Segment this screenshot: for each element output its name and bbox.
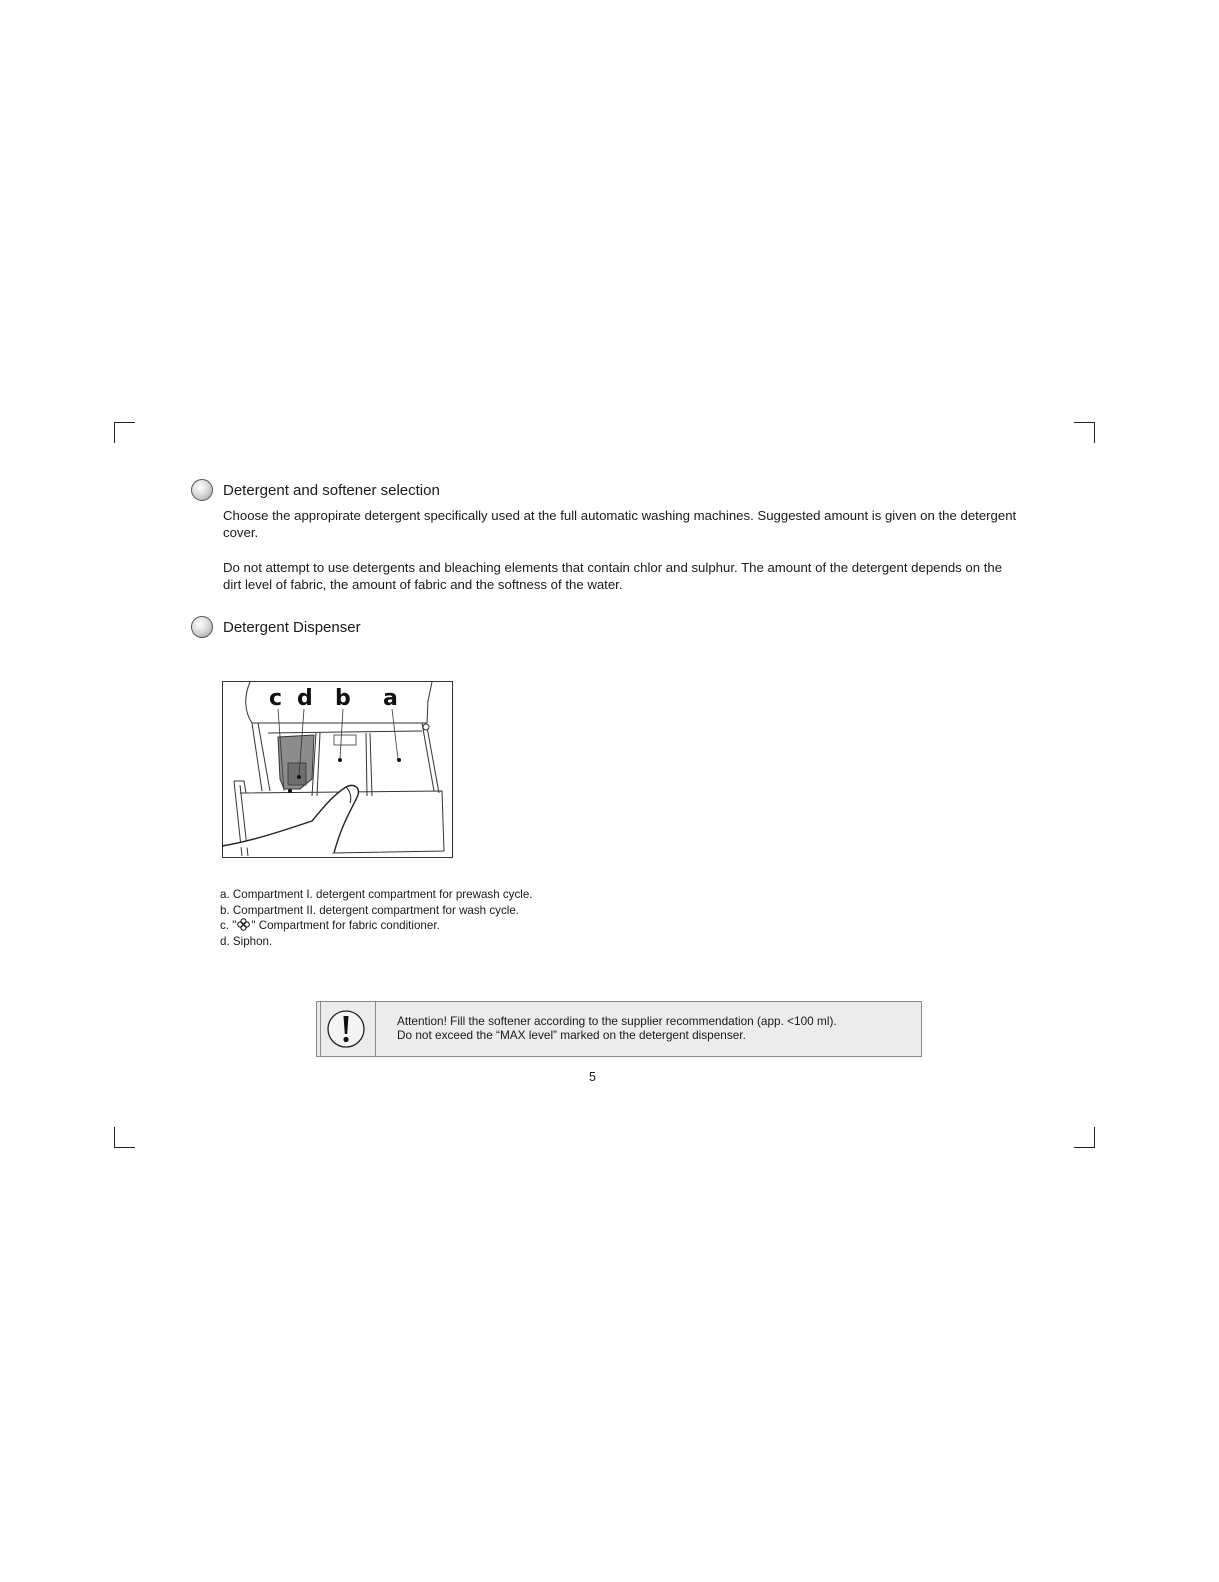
crop-mark-bottom-right: [1074, 1127, 1095, 1148]
section-heading-detergent-dispenser: [191, 616, 361, 638]
legend-item-c: [220, 918, 560, 934]
bullet-icon: [191, 479, 213, 501]
figure-label-c: c: [269, 686, 283, 711]
attention-icon-cell: [317, 1002, 376, 1056]
dispenser-legend: [220, 887, 560, 949]
legend-item-b: b. Compartment II. detergent compartment for wash cycle.: [220, 903, 519, 917]
attention-line-2: Do not exceed the “MAX level” marked on the detergent dispenser.: [397, 1027, 746, 1042]
figure-label-d: d: [297, 686, 313, 711]
paragraph-detergent-warning: Do not attempt to use detergents and bleaching elements that contain chlor and sulphur. The amount of the detergent depends on the dirt level of fabric, the amount of fabric and the softness of the water.: [223, 560, 1003, 592]
section-heading-detergent-selection: [191, 479, 440, 501]
dispenser-illustration: [222, 681, 453, 858]
figure-label-b: b: [335, 686, 351, 711]
legend-item-c-prefix: c. ": [220, 919, 237, 933]
crop-mark-top-left: [114, 422, 135, 443]
figure-label-a: a: [383, 686, 398, 711]
legend-item-d: d. Siphon.: [220, 934, 273, 948]
bullet-icon: [191, 616, 213, 638]
attention-text: [376, 1002, 837, 1056]
section-title: Detergent and softener selection: [223, 481, 440, 499]
paragraph-detergent-choice: Choose the appropirate detergent specifically used at the full automatic washing machines. Suggested amount is given on the detergent cover.: [223, 508, 1017, 540]
section-title: Detergent Dispenser: [223, 618, 361, 636]
fabric-conditioner-flower-icon: [237, 918, 250, 931]
crop-mark-top-right: [1074, 422, 1095, 443]
attention-line-1: Attention! Fill the softener according to the supplier recommendation (app. <100 ml).: [397, 1014, 837, 1028]
exclamation-icon: [326, 1009, 366, 1049]
crop-mark-bottom-left: [114, 1127, 135, 1148]
page-number: 5: [589, 1070, 596, 1084]
attention-notice: [316, 1001, 922, 1057]
legend-item-c-suffix: " Compartment for fabric conditioner.: [251, 919, 440, 933]
legend-item-a: a. Compartment I. detergent compartment for prewash cycle.: [220, 888, 533, 901]
